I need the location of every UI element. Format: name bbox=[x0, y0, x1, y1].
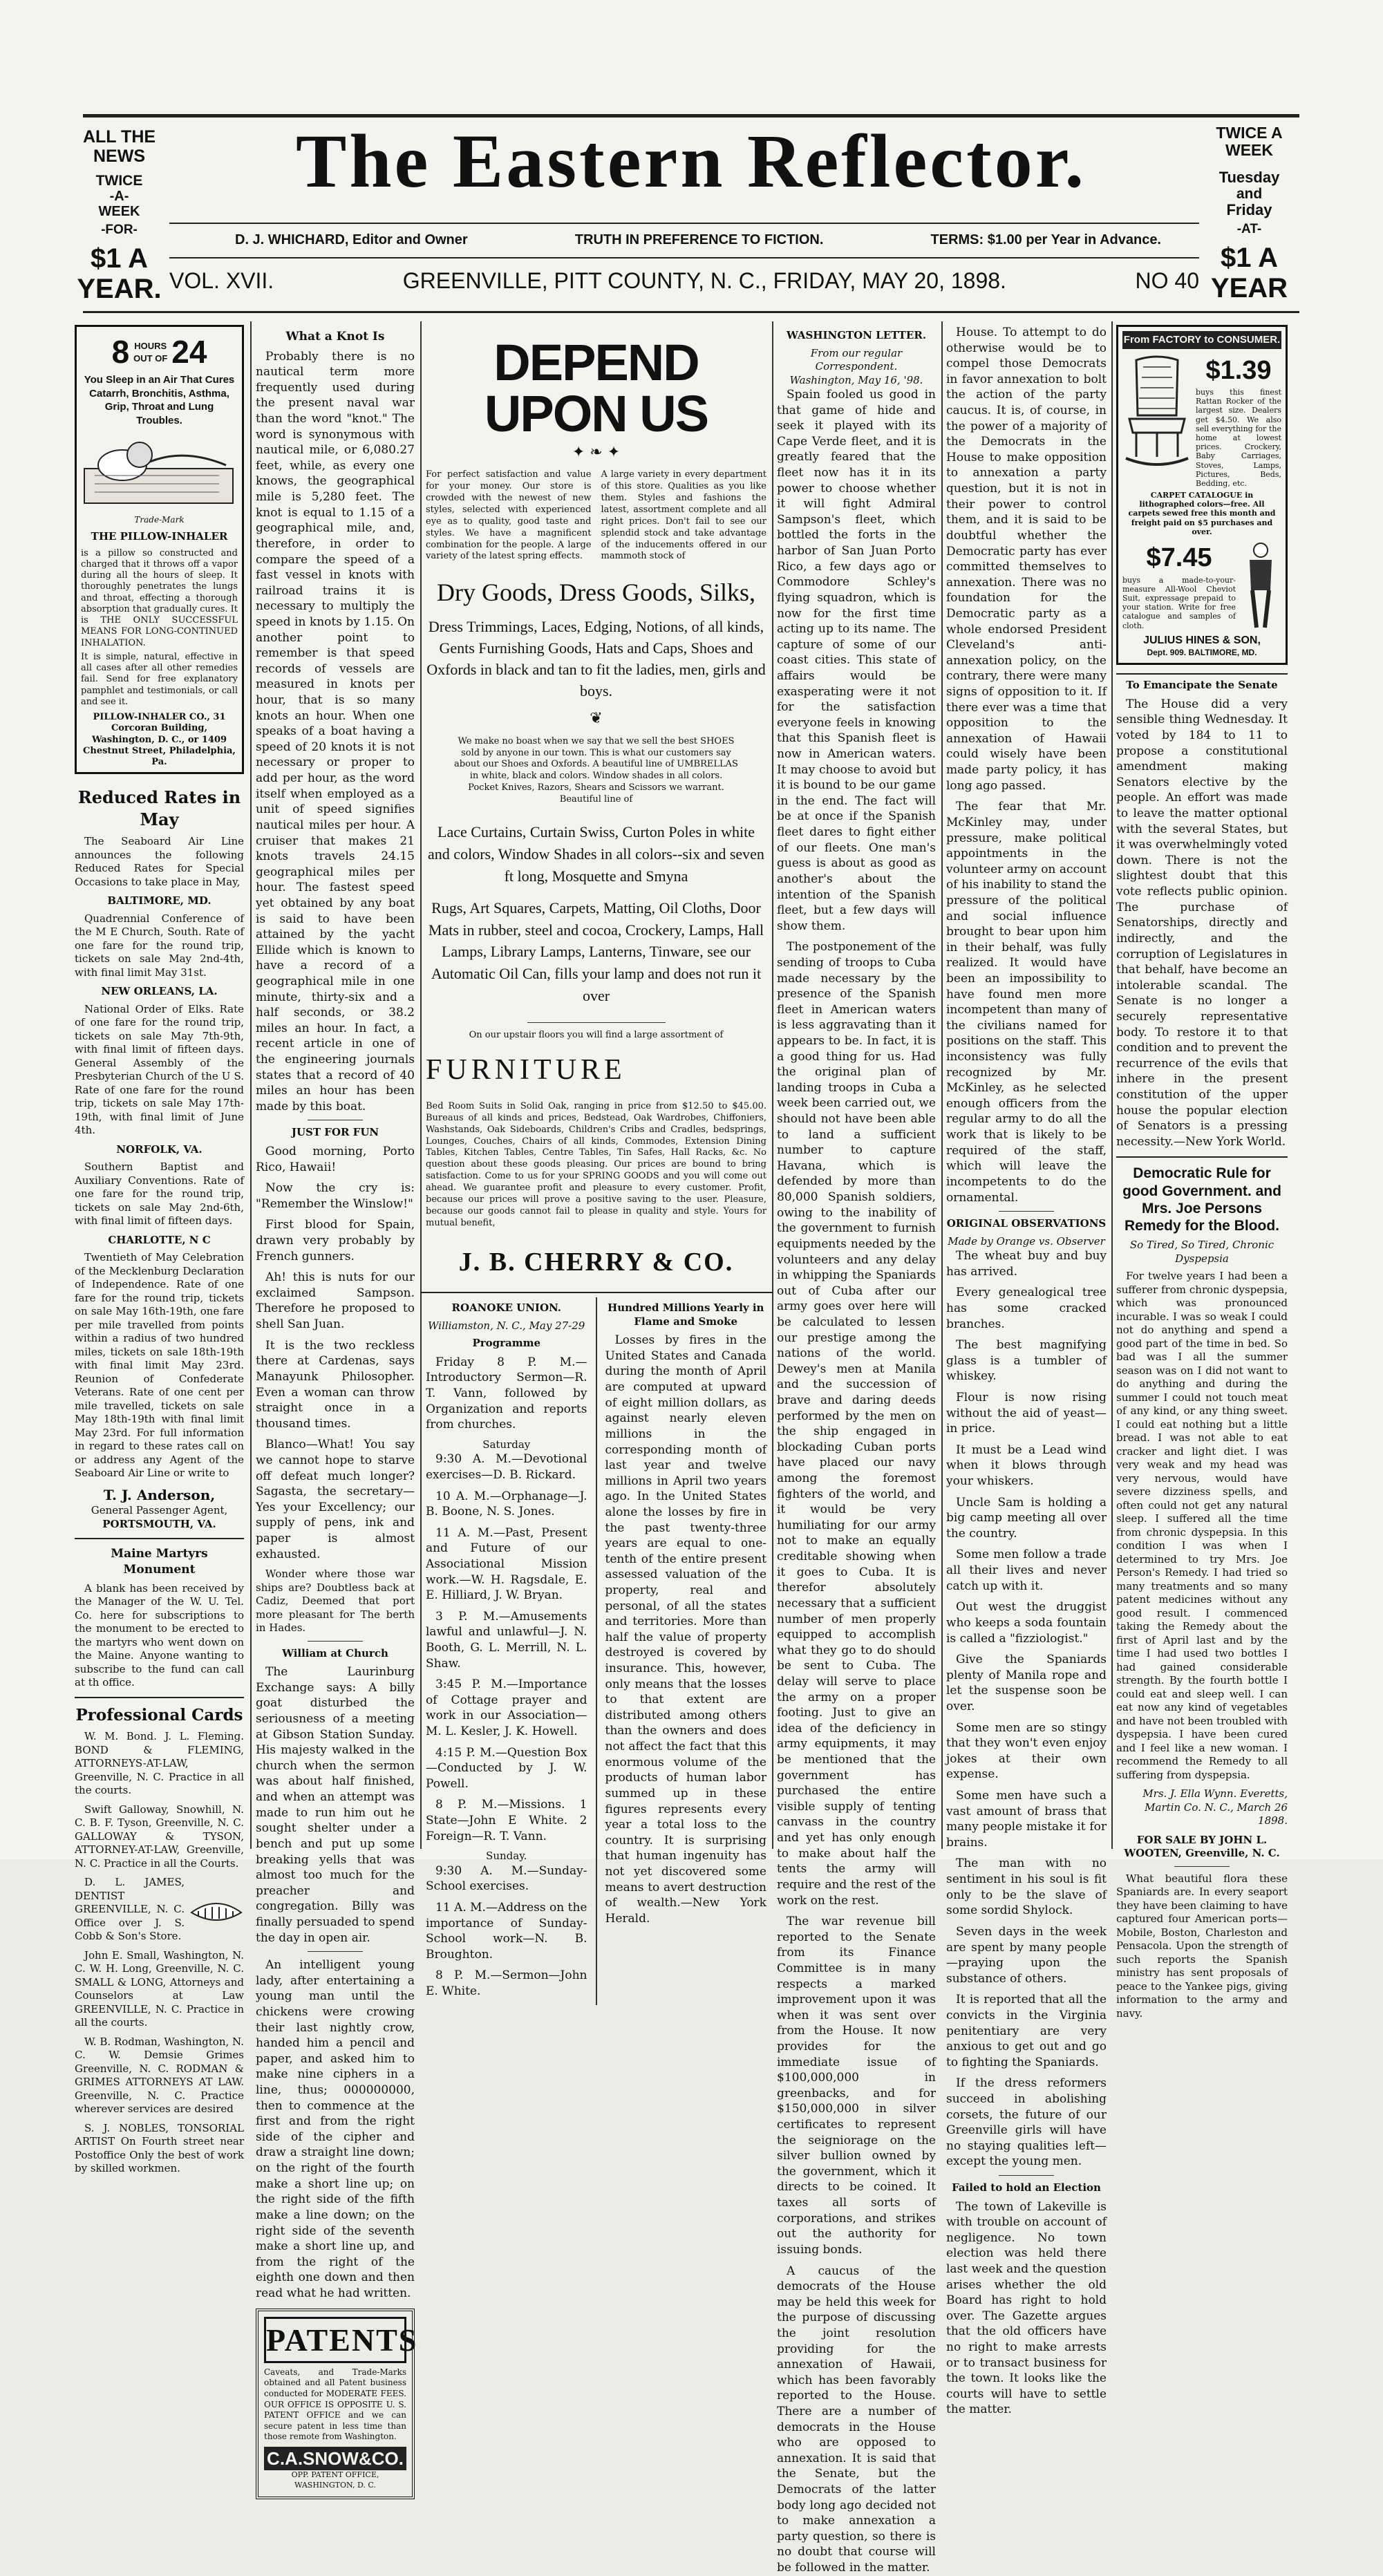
column-rule-1 bbox=[250, 321, 252, 1849]
column-6 bbox=[1116, 325, 1288, 2020]
washington-para-4: A caucus of the democrats of the House may be held this week for the purpose of discussing the joint resolution providing for the annexation of Hawaii, which has been favorably reported to the House. There are a number of democrats in the House who are opposed to annexation. It is said that the Senate, but the Democrats of the latter body long ago decided not to make annexation a party question, so there is no doubt that course will be followed in the matter. bbox=[777, 2264, 936, 2575]
program-item: 3:45 P. M.—Importance of Cottage prayer and work in our Association—M. L. Kesler, J. K. Howell. bbox=[426, 1677, 587, 1739]
depend-upon-us-headline: DEPEND UPON US bbox=[484, 334, 708, 442]
for-sale-by: FOR SALE BY JOHN L. WOOTEN, Greenville, N. C. bbox=[1124, 1833, 1280, 1860]
observation-item: Seven days in the week are spent by many people—praying upon the substance of others. bbox=[946, 1924, 1107, 1986]
divider bbox=[999, 1211, 1054, 1212]
suit-body: buys a made-to-your-measure All-Wool Cheviot Suit, expressage prepaid to your station. Write for free catalogue and samples of cloth. bbox=[1122, 575, 1236, 630]
cherry-intro-right: A large variety in every department of this store. Qualities as you like them. Styles and fashions the latest, assortment complete and all right prices. Don't fail to see our splendid stock and take advantage of the inducements offered in our mammoth stock of bbox=[601, 469, 766, 562]
program-item: 11 A. M.—Past, Present and Future of our Associational Mission work.—W. H. Ragsdale, E. E. Hilliard, J. W. Bryan. bbox=[426, 1525, 587, 1603]
pillow-inhaler-heading: THE PILLOW-INHALER bbox=[91, 529, 228, 543]
dateline-row bbox=[169, 268, 1199, 294]
senate-heading: To Emancipate the Senate bbox=[1126, 679, 1278, 692]
column-1 bbox=[75, 325, 244, 2175]
masthead-title: The Eastern Reflector. bbox=[296, 119, 1086, 203]
observation-item: Some men have such a vast amount of brass that many people mistake it for brains. bbox=[946, 1789, 1107, 1850]
program-item: 3 P. M.—Amusements lawful and unlawful—J. N. Booth, G. L. Merrill, N. L. Shaw. bbox=[426, 1609, 587, 1671]
washington-para-3: The war revenue bill reported to the Senate from its Finance Committee is in many respects a marked improvement upon it was when it was sent over from the House. It now provides for the immediate issue of $100,000,000 in greenbacks, and for $150,000,000 in silver certificates to represent the seigniorage on the silver bullion owned by the government, which it directs to be coined. It taxes all sorts of corporations, and strikes out the authority for issuing bonds. bbox=[777, 1915, 936, 2257]
maine-body: A blank has been received by the Manager of the W. U. Tel. Co. here for subscriptions to the monument to be erected to the martyrs who went down on the Maine. Anyone wanting to subscribe to the fund can call at th office. bbox=[75, 1581, 244, 1689]
program-item: 9:30 A. M.—Devotional exercises—D. B. Rickard. bbox=[426, 1452, 587, 1482]
fire-body: Losses by fires in the United States and Canada during the month of April are computed at upward of eight million dollars, as against nearly eleven millions in the corresponding month of last year and twelve millions in April two years ago. In the United States alone the losses by fire in the past twenty-three years are equal to one-tenth of the entire present assessed valuation of the property, real and personal, of all the states and territories. More than half the value of property destroyed is covered by insurance. This, however, only means that the losses to that extent are distributed among others than the owners and does not affect the fact that this enormous volume of the products of human labor summed up in these figures represents every year a total loss to the country. It is surprising that human ingenuity has not yet discovered some means to avert destruction of wealth.—New York Herald. bbox=[605, 1333, 766, 1926]
hines-firm: JULIUS HINES & SON, bbox=[1143, 634, 1261, 647]
observation-item: Flour is now rising without the aid of yeast—in price. bbox=[946, 1391, 1107, 1436]
column-rule-3 bbox=[772, 321, 773, 1849]
sleeping-man-illustration bbox=[81, 427, 236, 510]
divider bbox=[308, 1951, 363, 1952]
church-heading: William at Church bbox=[282, 1646, 388, 1660]
observation-item: It is reported that all the convicts in the Virginia penitentiary are very anxious to get out and go to fighting the Spaniards. bbox=[946, 1993, 1107, 2069]
card-galloway-tyson: Swift Galloway, Snowhill, N. C. B. F. Tyson, Greenville, N. C. GALLOWAY & TYSON, ATTORNEY-AT-LAW, Greenville, N. C. Practice in all the Courts. bbox=[75, 1803, 244, 1870]
hours-words bbox=[133, 340, 167, 364]
masthead-bottom-rule bbox=[83, 311, 1299, 313]
upstairs-line: On our upstair floors you will find a large assortment of bbox=[469, 1030, 724, 1041]
carpet-catalogue: CARPET CATALOGUE in lithographed colors—free. All carpets sewed free this month and freight paid on $5 purchases and over. bbox=[1128, 491, 1276, 536]
patents-address: OPP. PATENT OFFICE, WASHINGTON, D. C. bbox=[291, 2470, 379, 2490]
dress-trimmings: Dress Trimmings, Laces, Edging, Notions, of all kinds, Gents Furnishing Goods, Hats and Caps, Shoes and Oxfords in black and tan to fit the ladies, men, girls and boys. bbox=[426, 618, 766, 699]
rate-city-1: BALTIMORE, MD. bbox=[107, 894, 211, 908]
hines-address: Dept. 909. BALTIMORE, MD. bbox=[1147, 648, 1257, 658]
rate-text-3: Southern Baptist and Auxiliary Conventions. Rate of one fare for the round trip, tickets on sale May 2nd-6th, with final limit of fifteen days. bbox=[75, 1160, 244, 1228]
dentures-icon bbox=[189, 1897, 244, 1928]
fun-item-6: Blanco—What! You say we cannot hope to starve off defeat much longer? Sagasta, the secretary—Yes your Excellency; our supply of pens, ink and paper is almost exhausted. bbox=[256, 1438, 415, 1561]
program-item: 4:15 P. M.—Question Box—Conducted by J. W. Powell. bbox=[426, 1745, 587, 1791]
suit-price: $7.45 bbox=[1146, 543, 1212, 573]
cherry-firm-name: J. B. CHERRY & CO. bbox=[458, 1247, 734, 1277]
divider bbox=[75, 1697, 244, 1698]
just-for-fun-heading: JUST FOR FUN bbox=[291, 1126, 379, 1139]
sleep-list: Catarrh, Bronchitis, Asthma, Grip, Throat and Lung Troubles. bbox=[89, 387, 229, 426]
card-bond-fleming: W. M. Bond. J. L. Fleming. BOND & FLEMING, ATTORNEYS-AT-LAW, Greenville, N. C. Practice in all the courts. bbox=[75, 1730, 244, 1797]
rocker-body: buys this finest Rattan Rocker of the largest size. Dealers get $4.50. We also sell everything for the home at lowest prices. Crockery, Baby Carriages, Stoves, Lamps, Pictures, Beds, Bedding, etc. bbox=[1196, 388, 1281, 488]
agent-city: PORTSMOUTH, VA. bbox=[102, 1517, 216, 1530]
masthead-mid-rule bbox=[169, 223, 1199, 224]
shoes-note: We make no boast when we say that we sell the best SHOES sold by anyone in our town. This is what our customers say about our Shoes and Oxfords. A beautiful line of UMBRELLAS in white, black and colors. Window shades in all colors. Pocket Knives, Razors, Shears and Scissors we warrant. Beautiful line of bbox=[454, 735, 738, 805]
knot-body: Probably there is no nautical term more frequently used during the present naval war than the word "knot." The word is synonymous with nautical mile, or 6,080.27 feet, while, as every one knows, the geographical mile is 5,280 feet. The knot is equal to 1.15 of a geographical mile, and, therefore, in order to compare the speed of a fast vessel in knots with railroad trains it is necessary to multiply the speed in knots by 1.15. On another point to remember is that speed records of vessels are measured in knots per hour, that is so many knots an hour. When one speaks of a boat having a speed of 20 knots it is not necessary or proper to add per hour, as the word itself when employed as a unit of speed signifies nautical miles per hour. A cruiser that makes 21 knots travels 24.15 geographical miles per hour. The fastest speed yet obtained by any boat is said to have been attained by the yacht Ellide which is known to have a record of a geographical mile in one minute, thirty-six and a half seconds, or 38.2 miles an hour. In fact, a recent article in one of the engineering journals states that a record of 40 miles an hour has been made by this boat. bbox=[256, 349, 415, 1113]
washington-letter-sub: From our regular Correspondent. bbox=[810, 346, 903, 373]
dentist-card-row bbox=[75, 1876, 244, 1949]
column-5 bbox=[946, 325, 1107, 2417]
sleep-headline: You Sleep in an Air That Cures bbox=[84, 374, 235, 386]
observation-item: It must be a Lead wind when it blows through your whiskers. bbox=[946, 1442, 1107, 1489]
card-nobles: S. J. NOBLES, TONSORIAL ARTIST On Fourth street near Postoffice Only the best of work by skilled workmen. bbox=[75, 2121, 244, 2175]
furniture-heading: FURNITURE bbox=[426, 1054, 626, 1087]
fun-item-3: First blood for Spain, drawn very probably by French gunners. bbox=[256, 1218, 415, 1263]
so-tired-sub: So Tired, So Tired, Chronic Dyspepsia bbox=[1129, 1239, 1274, 1265]
washington-continued-2: The fear that Mr. McKinley may, under pressure, make political appointments in the volunteer army on account of his inability to stand the pressure of the political and social influence brought to bear upon him in their behalf, was fully realized. It would have been an impossibility to have found men more incompetent than many of the civilians named for positions on the staff. This inconsistency was fully recognized by Mr. McKinley, as he selected enough officers from the regular army to do all the work that is likely to be required of the staff, which will leave the incompetents to do the ornamental. bbox=[946, 800, 1107, 1205]
right-ear-line-4: Friday bbox=[1226, 200, 1272, 218]
persons-remedy-testimonial: For twelve years I had been a sufferer from chronic dyspepsia, which was pronounced incurable. I was so weak I could not do anything and spend a good part of the time in bed. So bad was I all the summer season was on I did not want to do anything and during the summer I could not touch meat of any kind, or any thing sweet. I could eat nothing but a little bread. I was not able to eat cracker and light diet. I was very weak and my head was very nervous, would have severe dizziness spells, and often could not get any natural sleep. I suffered all the time from chronic dyspepsia. In this condition I was when I determined to try Mrs. Joe Person's Remedy. I had tried so many treatments and so many patent medicines without any good result. I commenced taking the Remedy about the first of April last and by the time I had used two bottles I had gained considerable strength. By the fourth bottle I could eat and sleep well. I can eat now any kind of vegetables and have not been troubled with dyspepsia. I have been cured and I feel like a new woman. I recommend the Remedy to all suffering from dyspepsia. bbox=[1116, 1270, 1288, 1781]
washington-letter-date: Washington, May 16, '98. bbox=[789, 373, 923, 386]
washington-para-2: The postponement of the sending of troops to Cuba made necessary by the presence of the Spanish fleet in American waters is less aggravating than it appears to be. In fact, it is a good thing for us. Had the original plan of landing troops in Cuba a week been carried out, we should not have been able to land a sufficient number to capture Havana, which is defended by more than 80,000 Spanish soldiers, owing to the inability of the government to furnish equipments needed by the volunteers and any delay in whipping the Spaniards out of Cuba after our army goes over here will be calculated to lessen our prestige among the nations of the world. Dewey's men at Manila and the succession of brave and daring deeds performed by the men on the ship engaged in blockading Cuban ports have placed our navy among the foremost fighters of the world, and it would be very humiliating for our army not to make an equally creditable showing when it goes to Cuba. It is therefor absolutely necessary that a sufficient number of men properly equipped to accomplish what they go to do should be sent to Cuba. The delay will serve to place the army on a proper footing. Just to give an idea of the deficiency in army equipments, it may be mentioned that the government has purchased the entire visible supply of tenting canvass in the country and yet has only enough to make about half the tents the army will require and the rest of the work on the rest. bbox=[777, 940, 936, 1908]
divider bbox=[1116, 673, 1288, 675]
furniture-body: Bed Room Suits in Solid Oak, ranging in price from $12.50 to $45.00. Bureaus of all kinds and prices, Bedstead, Oak Wardrobes, Chiffoniers, Washstands, Oak Sideboards, Children's Cribs and Cradles, bedsprings, Lounges, Couches, Chairs of all kinds, Commodes, Extension Dining Tables, Kitchen Tables, Centre Tables, Tin Safes, Hall Racks, &c. No question about these goods pleasing. Our prices are bound to bring satisfaction. Come to us for your SPRING GOODS and you will come out ahead. We guarantee profit and pleasure to every customer. Profit, because our prices will prove a positive saving to the user. Pleasure, because our goods cannot fail to please in quality and style. Yours for mutual benefit, bbox=[426, 1100, 766, 1228]
puzzle-body: An intelligent young lady, after entertaining a young man until the chickens were crowing their last nightly crow, handed him a pencil and paper, and asked him to make nine ciphers in a line, thus; 000000000, then to commence at the first and from the right side of the cipher and draw a straight line down; on the right of the fourth make a short line up; on the right side of the fifth make a line down; on the right side of the seventh make a short line up, and from the right of the eighth one down and then read what he had written. bbox=[256, 1958, 415, 2300]
program-item: Friday 8 P. M.—Introductory Sermon—R. T. Vann, followed by Organization and reports from churches. bbox=[426, 1355, 587, 1432]
rate-text-2: National Order of Elks. Rate of one fare for the round trip, tickets on sale May 7th-9th, with final limit of fifteen days. General Assembly of the Presbyterian Church of the U S. Rate of one fare for the round trip, tickets on sale May 17th-19th, with final limit of June 4th. bbox=[75, 1002, 244, 1137]
observation-item: Out west the druggist who keeps a soda fountain is called a "fizziologist." bbox=[946, 1600, 1107, 1646]
divider bbox=[527, 1022, 666, 1023]
roanoke-union-article bbox=[426, 1297, 587, 2004]
cherry-intro-left: For perfect satisfaction and value for your money. Our store is crowded with the newest of new styles, selected with experienced eye as to quality, good taste and styles. We have a magnificent combination for the people. A large variety of the latest spring effects. bbox=[426, 469, 592, 562]
hours-word: HOURS bbox=[134, 341, 167, 352]
divider bbox=[1174, 1866, 1230, 1867]
factory-banner: From FACTORY to CONSUMER. bbox=[1122, 331, 1281, 349]
rocking-chair-icon bbox=[1122, 353, 1192, 471]
rugs-crockery: Rugs, Art Squares, Carpets, Matting, Oil Cloths, Door Mats in rubber, steel and cocoa, Crockery, Lamps, Hall Lamps, Library Lamps, Lanterns, Tinware, see our Automatic Oil Can, fills your lamp and does not run it over bbox=[428, 899, 764, 1005]
program-day: Sunday. bbox=[486, 1850, 527, 1863]
out-of-word: OUT OF bbox=[133, 352, 168, 364]
agent-name: T. J. Anderson, bbox=[103, 1486, 216, 1503]
editor-line: D. J. WHICHARD, Editor and Owner bbox=[235, 232, 468, 247]
right-ear-line-5: -AT- bbox=[1236, 222, 1262, 237]
roanoke-date: Williamston, N. C., May 27-29 bbox=[428, 1319, 585, 1332]
bottom-split bbox=[426, 1297, 766, 2004]
volume-label: VOL. XVII. bbox=[169, 268, 274, 293]
rate-text-1: Quadrennial Conference of the M E Church, South. Rate of one fare for the round trip, tickets on sale May 2nd-4th, with final limit May 31st. bbox=[75, 912, 244, 979]
pillow-inhaler-ad bbox=[75, 325, 244, 774]
left-ear-line-4: WEEK bbox=[98, 204, 140, 220]
pillow-inhaler-body-2: It is simple, natural, effective in all cases after all other remedies fail. Send for free explanatory pamphlet and testimonials, or call and see it. bbox=[81, 651, 238, 707]
programme-heading: Programme bbox=[472, 1337, 541, 1350]
fire-losses-article bbox=[605, 1297, 767, 2004]
observation-item: Some men follow a trade all their lives and never catch up with it. bbox=[946, 1548, 1107, 1593]
program-item: 10 A. M.—Orphanage—J. B. Boone, N. S. Jones. bbox=[426, 1489, 587, 1519]
masthead-top-rule bbox=[83, 114, 1299, 117]
washington-letter-heading: WASHINGTON LETTER. bbox=[786, 329, 927, 341]
pillow-inhaler-address: PILLOW-INHALER CO., 31 Corcoran Building, Washington, D. C., or 1409 Chestnut Street, Philadelphia, Pa. bbox=[83, 712, 236, 768]
roanoke-heading: ROANOKE UNION. bbox=[451, 1301, 561, 1315]
inner-column-rule bbox=[596, 1297, 597, 2004]
fun-item-4: Ah! this is nuts for our exclaimed Sampson. Therefore he proposed to shell San Juan. bbox=[256, 1270, 415, 1332]
reduced-rates-intro: The Seaboard Air Line announces the following Reduced Rates for Special Occasions to take place in May, bbox=[75, 835, 244, 888]
reduced-rates-heading: Reduced Rates in May bbox=[77, 787, 241, 830]
divider bbox=[420, 1292, 772, 1293]
knot-heading: What a Knot Is bbox=[285, 330, 385, 344]
professional-cards-heading: Professional Cards bbox=[75, 1705, 243, 1724]
divider bbox=[308, 1641, 363, 1642]
card-rodman-grimes: W. B. Rodman, Washington, N. C. W. Demsie Grimes Greenville, N. C. RODMAN & GRIMES ATTORNEYS AT LAW. Greenville, N. C. Practice wherever services are desired bbox=[75, 2035, 244, 2116]
observations-sub: Made by Orange vs. Observer bbox=[948, 1234, 1105, 1248]
hours-banner bbox=[81, 331, 238, 373]
rate-city-4: CHARLOTTE, N C bbox=[108, 1233, 211, 1246]
hours-number: 8 bbox=[111, 334, 130, 370]
column-2 bbox=[256, 325, 418, 2490]
man-in-suit-icon bbox=[1240, 540, 1281, 630]
column-rule-4 bbox=[941, 321, 943, 1849]
patents-ad bbox=[256, 2309, 418, 2499]
left-ear bbox=[76, 128, 162, 304]
agent-title: General Passenger Agent, bbox=[91, 1504, 228, 1517]
suit-row bbox=[1122, 540, 1281, 630]
ornament-icon: ❦ bbox=[590, 710, 603, 728]
issue-number: NO 40 bbox=[1135, 268, 1199, 293]
left-ear-line-1: ALL THE NEWS bbox=[82, 127, 156, 166]
senate-body: The House did a very sensible thing Wednesday. It voted by 184 to 11 to propose a constitutional amendment making Senators elective by the people. An effort was made to leave the matter optional with the several States, but it was overwhelmingly voted down. There is not the slightest doubt that this vote reflects public opinion. The purchase of Senatorships, directly and indirectly, and the corruption of Legislatures in that behalf, have become an intolerable scandal. The Senate is no longer a securely representative body. To restore it to that condition and to prevent the recurrence of the evils that inhere in the present constitution of the upper house the popular election of Senators is a pressing necessity.—New York World. bbox=[1116, 697, 1288, 1149]
trademark-label: Trade-Mark bbox=[134, 514, 185, 525]
patents-body: Caveats, and Trade-Marks obtained and all Patent business conducted for MODERATE FEES. OUR OFFICE IS OPPOSITE U. S. PATENT OFFICE and we can secure patent in less time than those remote from Washington. bbox=[264, 2367, 406, 2442]
lace-curtains: Lace Curtains, Curtain Swiss, Curton Poles in white and colors, Window Shades in all colors--six and seven ft long, Mosquette and Smyna bbox=[428, 823, 764, 885]
spaniards-paragraph: What beautiful flora these Spaniards are. In every seaport they have been claiming to have captured four American ports—Mobile, Boston, Charleston and Pensacola. Upon the strength of such reports the Spanish ministry has sent proposals of peace to the Yankee pigs, giving information to the army and navy. bbox=[1116, 1872, 1288, 2020]
program-item: 8 P. M.—Missions. 1 State—John E White. 2 Foreign—R. T. Vann. bbox=[426, 1798, 587, 1843]
observation-item: The wheat buy and buy has arrived. bbox=[946, 1249, 1107, 1279]
election-body: The town of Lakeville is with trouble on account of negligence. No town election was held there last week and the question arises whether the old Board has right to hold over. The Gazette argues that the old officers have no right to make arrests or to transact business for the town. It looks like the courts will have to settle the matter. bbox=[946, 2199, 1107, 2417]
dry-goods-line: Dry Goods, Dress Goods, Silks, bbox=[436, 579, 756, 607]
hours-24: 24 bbox=[171, 334, 207, 370]
program-item: 9:30 A. M.—Sunday-School exercises. bbox=[426, 1863, 587, 1894]
pillow-inhaler-body: is a pillow so constructed and charged that it throws off a vapor during all the hours of sleep. It thoroughly penetrates the lungs and throat, effecting a thorough absorption that gradually cures. It is THE ONLY SUCCESSFUL MEANS FOR LONG-CONTINUED INHALATION. bbox=[81, 547, 238, 648]
column-rule-5 bbox=[1111, 321, 1113, 1849]
observation-item: Every genealogical tree has some cracked branches. bbox=[946, 1286, 1107, 1331]
testimonial-signature: Mrs. J. Ella Wynn. Everetts, Martin Co. N. C., March 26 1898. bbox=[1142, 1787, 1288, 1827]
column-4 bbox=[777, 325, 936, 2575]
divider bbox=[999, 2175, 1054, 2176]
terms-line: TERMS: $1.00 per Year in Advance. bbox=[930, 232, 1161, 247]
washington-para-1: Spain fooled us good in that game of hide and seek it played with its Cape Verde fleet, and it is greatly feared that the fleet now has it in its power to choose whether it will fight Admiral Sampson's fleet, which bottled the forts in the harbor of San Juan Porto Rico, a few days ago or Commodore Schley's flying squadron, which is now for the first time acting up to its name. The capture of some of our coast cities. This state of affairs would be exasperating were it not for the satisfaction everyone feels in knowing that this Spanish fleet is now in American waters. It may choose to avoid but it is bound to be our game in the end. The fact will be at once if the Spanish fleet dares to fight either of our fleets. One man's guess is about as good as another's about the intention of the Spanish fleet, but a few days will show them. bbox=[777, 388, 936, 933]
masthead-info-row bbox=[235, 232, 1161, 248]
fun-item-1: Good morning, Porto Rico, Hawaii! bbox=[256, 1144, 415, 1174]
right-ear-line-3: and bbox=[1236, 185, 1263, 202]
rocker-price: $1.39 bbox=[1205, 355, 1272, 385]
masthead-rule-2 bbox=[169, 257, 1199, 258]
observation-item: If the dress reformers succeed in abolishing corsets, the future of our Greenville girls will have no staying qualities left—except the young men. bbox=[946, 2076, 1107, 2169]
column-3 bbox=[426, 325, 766, 1999]
dateline: GREENVILLE, PITT COUNTY, N. C., FRIDAY, MAY 20, 1898. bbox=[402, 268, 1006, 293]
right-ear bbox=[1199, 124, 1299, 303]
rocker-row bbox=[1122, 353, 1281, 489]
rate-city-2: NEW ORLEANS, LA. bbox=[101, 985, 218, 998]
right-ear-line-6: $1 A YEAR bbox=[1210, 242, 1288, 303]
observation-item: Some men are so stingy that they won't even enjoy jokes at their own expense. bbox=[946, 1720, 1107, 1782]
ornament-icon: ✦ ❧ ✦ bbox=[572, 444, 621, 461]
church-body: The Laurinburg Exchange says: A billy goat disturbed the seriousness of a meeting at Gibson Station Sunday. His majesty walked in the church when the sermon was about half finished, and when an attempt was made to run him out he sought shelter under a bench and put up some breaking yells that was almost too much for the preacher and congregation. Billy was finally persuaded to spend the day in open air. bbox=[256, 1665, 415, 1945]
fun-item-2: Now the cry is: "Remember the Winslow!" bbox=[256, 1181, 415, 1211]
maine-heading: Maine Martyrs Monument bbox=[111, 1547, 208, 1577]
program-item: 8 P. M.—Sermon—John E. White. bbox=[426, 1968, 587, 1999]
right-ear-line-1: TWICE A WEEK bbox=[1216, 124, 1283, 160]
motto-line: TRUTH IN PREFERENCE TO FICTION. bbox=[574, 232, 824, 247]
right-ear-line-2: Tuesday bbox=[1219, 168, 1280, 186]
left-ear-line-2: TWICE bbox=[95, 173, 143, 189]
hines-catalogue-ad bbox=[1116, 325, 1288, 665]
fire-heading: Hundred Millions Yearly in Flame and Smoke bbox=[608, 1301, 764, 1328]
observations-heading: ORIGINAL OBSERVATIONS bbox=[946, 1217, 1107, 1230]
fun-item-7: Wonder where those war ships are? Doubtless back at Cadiz, Deemed that port more pleasant for The berth in Hades. bbox=[256, 1568, 415, 1635]
observation-item: Uncle Sam is holding a big camp meeting all over the country. bbox=[946, 1495, 1107, 1541]
observation-item: The best magnifying glass is a tumbler of whiskey. bbox=[946, 1338, 1107, 1384]
rate-text-4: Twentieth of May Celebration of the Mecklenburg Declaration of Independence. Rate of one fare for the round trip, tickets on sale May 16th-19th, one fare per mile travelled from points within a radius of two hundred miles, tickets on sale 18th-19th with final limit May 23rd. Reunion of Confederate Veterans. Rate of one cent per mile travelled, tickets on sale May 18th-19th with final limit May 23rd. For full information in regard to these rates call on or address any Agent of the Seaboard Air Line or write to bbox=[75, 1251, 244, 1480]
column-rule-2 bbox=[420, 321, 422, 1849]
divider bbox=[1116, 1156, 1288, 1158]
washington-continued-1: House. To attempt to do otherwise would be to compel those Democrats in favor annexation to bolt the action of the party caucus. It is, of course, in the power of a majority of the Democrats in the House to make opposition to annexation a party question, but it is not in their power to control them, and it is said to be doubtful whether the Democratic party has ever committed themselves to annexation. There was no foundation for the Democratic party as a whole endorsed President Cleveland's anti-annexation policy, on the contrary, there were many signs of opposition to it. If there ever was a time that opposition to the annexation of Hawaii could wisely have been made party policy, it has long ago passed. bbox=[946, 326, 1107, 793]
observation-item: Give the Spaniards plenty of Manila rope and let the suspense soon be over. bbox=[946, 1653, 1107, 1713]
card-small-long: John E. Small, Washington, N. C. W. H. Long, Greenville, N. C. SMALL & LONG, Attorneys and Counselors at Law GREENVILLE, N. C. Practice in all the courts. bbox=[75, 1948, 244, 2029]
patents-word: PATENTS bbox=[264, 2317, 406, 2363]
left-ear-line-3: -A- bbox=[109, 189, 129, 205]
fun-item-5: It is the two reckless there at Cardenas, says Manayunk Philosopher. Even a woman can throw straight once in a thousand times. bbox=[256, 1338, 415, 1431]
observation-item: The man with no sentiment in his soul is fit only to be the slave of some sordid Shylock. bbox=[946, 1856, 1107, 1918]
cherry-intro-row bbox=[426, 469, 766, 563]
divider bbox=[75, 1538, 244, 1539]
program-item: 11 A. M.—Address on the importance of Sunday-School work—N. B. Broughton. bbox=[426, 1901, 587, 1962]
left-ear-line-6: $1 A YEAR. bbox=[77, 243, 162, 304]
election-heading: Failed to hold an Election bbox=[952, 2181, 1101, 2194]
patents-firm: C.A.SNOW&CO. bbox=[264, 2447, 406, 2471]
democratic-rule-heading: Democratic Rule for good Government. and Mrs. Joe Persons Remedy for the Blood. bbox=[1122, 1165, 1281, 1234]
left-ear-line-5: -FOR- bbox=[101, 223, 138, 238]
program-day: Saturday bbox=[482, 1438, 531, 1451]
rate-city-3: NORFOLK, VA. bbox=[116, 1143, 203, 1156]
card-dentist: D. L. JAMES, DENTIST GREENVILLE, N. C. Office over J. S. Cobb & Son's Store. bbox=[75, 1876, 185, 1943]
